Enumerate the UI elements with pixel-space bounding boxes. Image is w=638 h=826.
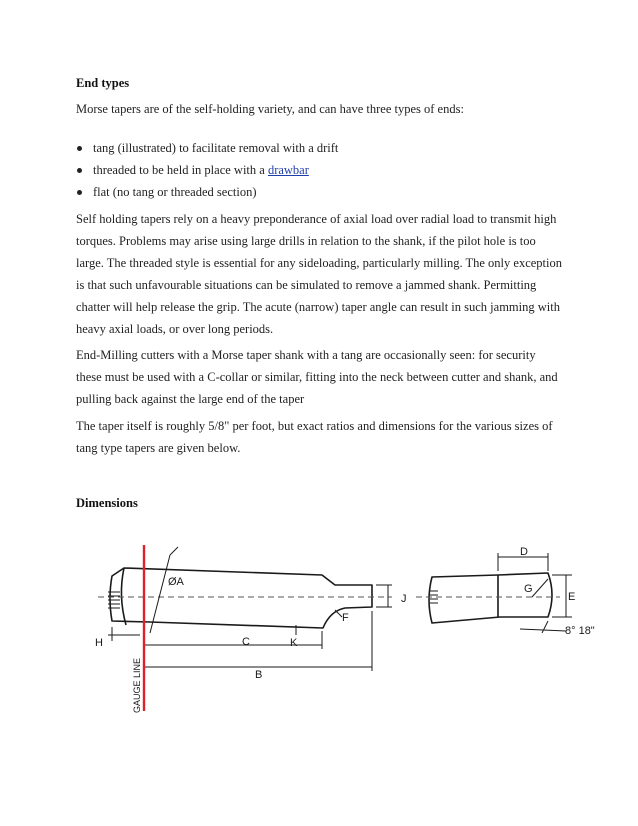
dimensions-heading: Dimensions [76, 496, 138, 510]
paragraph-line: The taper itself is roughly 5/8" per foot, but exact ratios and dimensions for the various sizes of [76, 419, 553, 433]
bullet-icon [77, 146, 82, 151]
bullet-icon [77, 168, 82, 173]
list-item [76, 159, 338, 181]
end-types-list [76, 137, 338, 203]
label-e: E [568, 591, 576, 603]
morse-taper-diagram [0, 535, 638, 725]
end-types-intro: Morse tapers are of the self-holding variety, and can have three types of ends: [76, 102, 464, 116]
end-milling-paragraph [76, 344, 576, 410]
self-holding-paragraph [76, 208, 576, 340]
label-c: C [242, 636, 250, 648]
paragraph-line: heavy axial loads, or over long periods. [76, 322, 274, 336]
bullet-icon [77, 190, 82, 195]
label-gauge-line: GAUGE LINE [132, 657, 142, 713]
list-item-text: threaded to be held in place with a [93, 163, 268, 177]
paragraph-line: chatter will help release the grip. The acute (narrow) taper angle can result in such jamming with [76, 300, 560, 314]
paragraph-line: pulling back against the large end of the taper [76, 392, 305, 406]
label-j: J [401, 593, 407, 605]
paragraph-line: is that such unfavourable situations can be simulated to remove a jammed shank. Permitting [76, 278, 537, 292]
label-b: B [255, 669, 263, 681]
label-k: K [290, 637, 298, 649]
paragraph-line: Self holding tapers rely on a heavy preponderance of axial load over radial load to transmit high [76, 212, 557, 226]
list-item-text: flat (no tang or threaded section) [93, 185, 257, 199]
list-item [76, 137, 338, 159]
paragraph-line: torques. Problems may arise using large drills in relation to the shank, if the pilot hole is too [76, 234, 536, 248]
label-angle: 8° 18" [565, 625, 595, 637]
label-h: H [95, 637, 103, 649]
paragraph-line: large. The threaded style is essential for any sideloading, particularly milling. The only exception [76, 256, 562, 270]
end-types-heading: End types [76, 76, 130, 90]
label-diameter-a: ØA [168, 576, 184, 588]
paragraph-line: tang type tapers are given below. [76, 441, 241, 455]
paragraph-line: these must be used with a C-collar or similar, fitting into the neck between cutter and shank, and [76, 370, 558, 384]
taper-ratio-paragraph [76, 415, 576, 459]
drawbar-link[interactable]: drawbar [267, 163, 309, 177]
list-item [76, 181, 338, 203]
label-g: G [524, 583, 533, 595]
paragraph-line: End-Milling cutters with a Morse taper shank with a tang are occasionally seen: for security [76, 348, 536, 362]
label-d: D [520, 546, 528, 558]
label-f: F [342, 612, 349, 624]
list-item-text: tang (illustrated) to facilitate removal with a drift [93, 141, 339, 155]
